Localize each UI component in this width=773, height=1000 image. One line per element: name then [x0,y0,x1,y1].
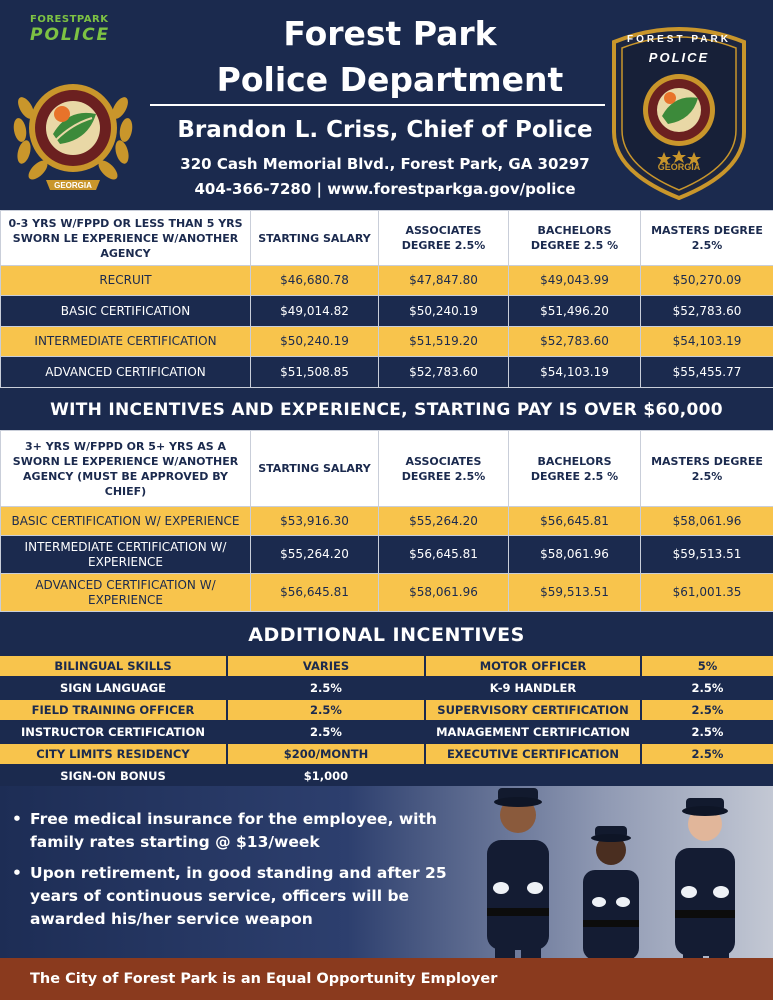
table-cell: INTERMEDIATE CERTIFICATION [1,327,251,357]
incentive-value: 2.5% [228,700,424,720]
incentive-label: SIGN-ON BONUS [0,766,226,786]
incentive-label: INSTRUCTOR CERTIFICATION [0,722,226,742]
incentive-label: FIELD TRAINING OFFICER [0,700,226,720]
incentive-value: 2.5% [228,678,424,698]
table-cell: $52,783.60 [509,327,641,357]
table-row [1,357,773,388]
table-header-cell: ASSOCIATES DEGREE 2.5% [379,431,509,507]
pay-table-entry [0,210,773,388]
city-seal-icon [8,48,138,198]
table-cell: $54,103.19 [641,327,773,357]
incentive-value: 2.5% [642,744,773,764]
table-cell: $59,513.51 [641,536,773,574]
benefit-item: • Free medical insurance for the employee, with family rates starting @ $13/week [12,808,482,854]
table-cell: $52,783.60 [641,296,773,327]
incentive-row [0,678,773,698]
table-header-row [1,431,773,507]
table-cell: $55,264.20 [379,507,509,536]
table-cell: $54,103.19 [509,357,641,388]
table-cell: $50,240.19 [251,327,379,357]
table-header-cell: MASTERS DEGREE 2.5% [641,211,773,266]
table-cell: $58,061.96 [509,536,641,574]
incentive-row [0,744,773,764]
page-title-line1: Forest Park [283,14,497,53]
incentive-row [0,700,773,720]
table-cell: $47,847.80 [379,266,509,296]
table-cell: $46,680.78 [251,266,379,296]
table-cell: $58,061.96 [641,507,773,536]
table-header-cell: ASSOCIATES DEGREE 2.5% [379,211,509,266]
page-title-line2: Police Department [216,60,564,99]
incentive-value: $1,000 [228,766,424,786]
logo-small-text: FORESTPARK [30,14,109,25]
incentive-label: CITY LIMITS RESIDENCY [0,744,226,764]
title-divider [150,104,605,106]
table-cell: BASIC CERTIFICATION W/ EXPERIENCE [1,507,251,536]
department-contact[interactable]: 404-366-7280 | www.forestparkga.gov/police [194,180,576,198]
table-cell: $50,270.09 [641,266,773,296]
incentive-value: 2.5% [642,722,773,742]
table-cell: $56,645.81 [509,507,641,536]
table-cell: RECRUIT [1,266,251,296]
table-cell: $50,240.19 [379,296,509,327]
incentive-value: 2.5% [642,678,773,698]
badge-state-text: GEORGIA [657,162,701,172]
table-cell: ADVANCED CERTIFICATION [1,357,251,388]
table-row [1,574,773,612]
incentive-label: K-9 HANDLER [426,678,640,698]
table-row [1,266,773,296]
incentive-label: BILINGUAL SKILLS [0,656,226,676]
table-cell: $58,061.96 [379,574,509,612]
table-row [1,536,773,574]
department-address: 320 Cash Memorial Blvd., Forest Park, GA 30297 [180,155,590,173]
incentive-row [0,722,773,742]
pay-table-experienced [0,430,773,612]
equal-opportunity-statement: The City of Forest Park is an Equal Opportunity Employer [30,971,498,987]
table-cell: $55,455.77 [641,357,773,388]
header [0,0,773,210]
table-cell: $55,264.20 [251,536,379,574]
table-cell: $52,783.60 [379,357,509,388]
table-cell: $59,513.51 [509,574,641,612]
table-header-cell: 3+ YRS W/FPPD OR 5+ YRS AS A SWORN LE EXPERIENCE W/ANOTHER AGENCY (MUST BE APPROVED BY CHIEF) [1,431,251,507]
badge-top-text: FOREST PARK [627,34,731,45]
incentive-value: 2.5% [228,722,424,742]
incentive-label: SUPERVISORY CERTIFICATION [426,700,640,720]
incentive-row [0,656,773,676]
incentive-value: $200/MONTH [228,744,424,764]
table-header-row [1,211,773,266]
table-cell: $51,519.20 [379,327,509,357]
chief-name: Brandon L. Criss, Chief of Police [177,117,593,143]
table-header-cell: 0-3 YRS W/FPPD OR LESS THAN 5 YRS SWORN LE EXPERIENCE W/ANOTHER AGENCY [1,211,251,266]
table-header-cell: BACHELORS DEGREE 2.5 % [509,211,641,266]
seal-state-text: GEORGIA [54,181,92,190]
incentive-value: 5% [642,656,773,676]
table-cell: $56,645.81 [379,536,509,574]
police-badge-icon [604,22,754,202]
forest-park-police-logo [30,14,140,50]
table-cell: $51,508.85 [251,357,379,388]
table-row [1,327,773,357]
table-cell: ADVANCED CERTIFICATION W/ EXPERIENCE [1,574,251,612]
incentive-label: EXECUTIVE CERTIFICATION [426,744,640,764]
incentive-label: MOTOR OFFICER [426,656,640,676]
table-cell: BASIC CERTIFICATION [1,296,251,327]
additional-incentives-title: ADDITIONAL INCENTIVES [248,624,525,646]
incentive-value: VARIES [228,656,424,676]
incentive-banner: WITH INCENTIVES AND EXPERIENCE, STARTING PAY IS OVER $60,000 [0,391,773,429]
logo-police-text: POLICE [30,25,111,45]
table-header-cell: STARTING SALARY [251,431,379,507]
table-cell: $53,916.30 [251,507,379,536]
table-header-cell: BACHELORS DEGREE 2.5 % [509,431,641,507]
table-cell: $56,645.81 [251,574,379,612]
badge-police-text: POLICE [648,50,710,65]
table-header-cell: STARTING SALARY [251,211,379,266]
table-row [1,296,773,327]
table-cell: $49,043.99 [509,266,641,296]
table-cell: $49,014.82 [251,296,379,327]
incentive-value: 2.5% [642,700,773,720]
table-cell: INTERMEDIATE CERTIFICATION W/ EXPERIENCE [1,536,251,574]
table-cell: $51,496.20 [509,296,641,327]
incentive-label: MANAGEMENT CERTIFICATION [426,722,640,742]
benefit-item: • Upon retirement, in good standing and after 25 years of continuous service, officers will be awarded his/her service weapon [12,862,482,931]
benefits-list [12,808,482,939]
table-row [1,507,773,536]
table-header-cell: MASTERS DEGREE 2.5% [641,431,773,507]
table-cell: $61,001.35 [641,574,773,612]
incentive-label: SIGN LANGUAGE [0,678,226,698]
